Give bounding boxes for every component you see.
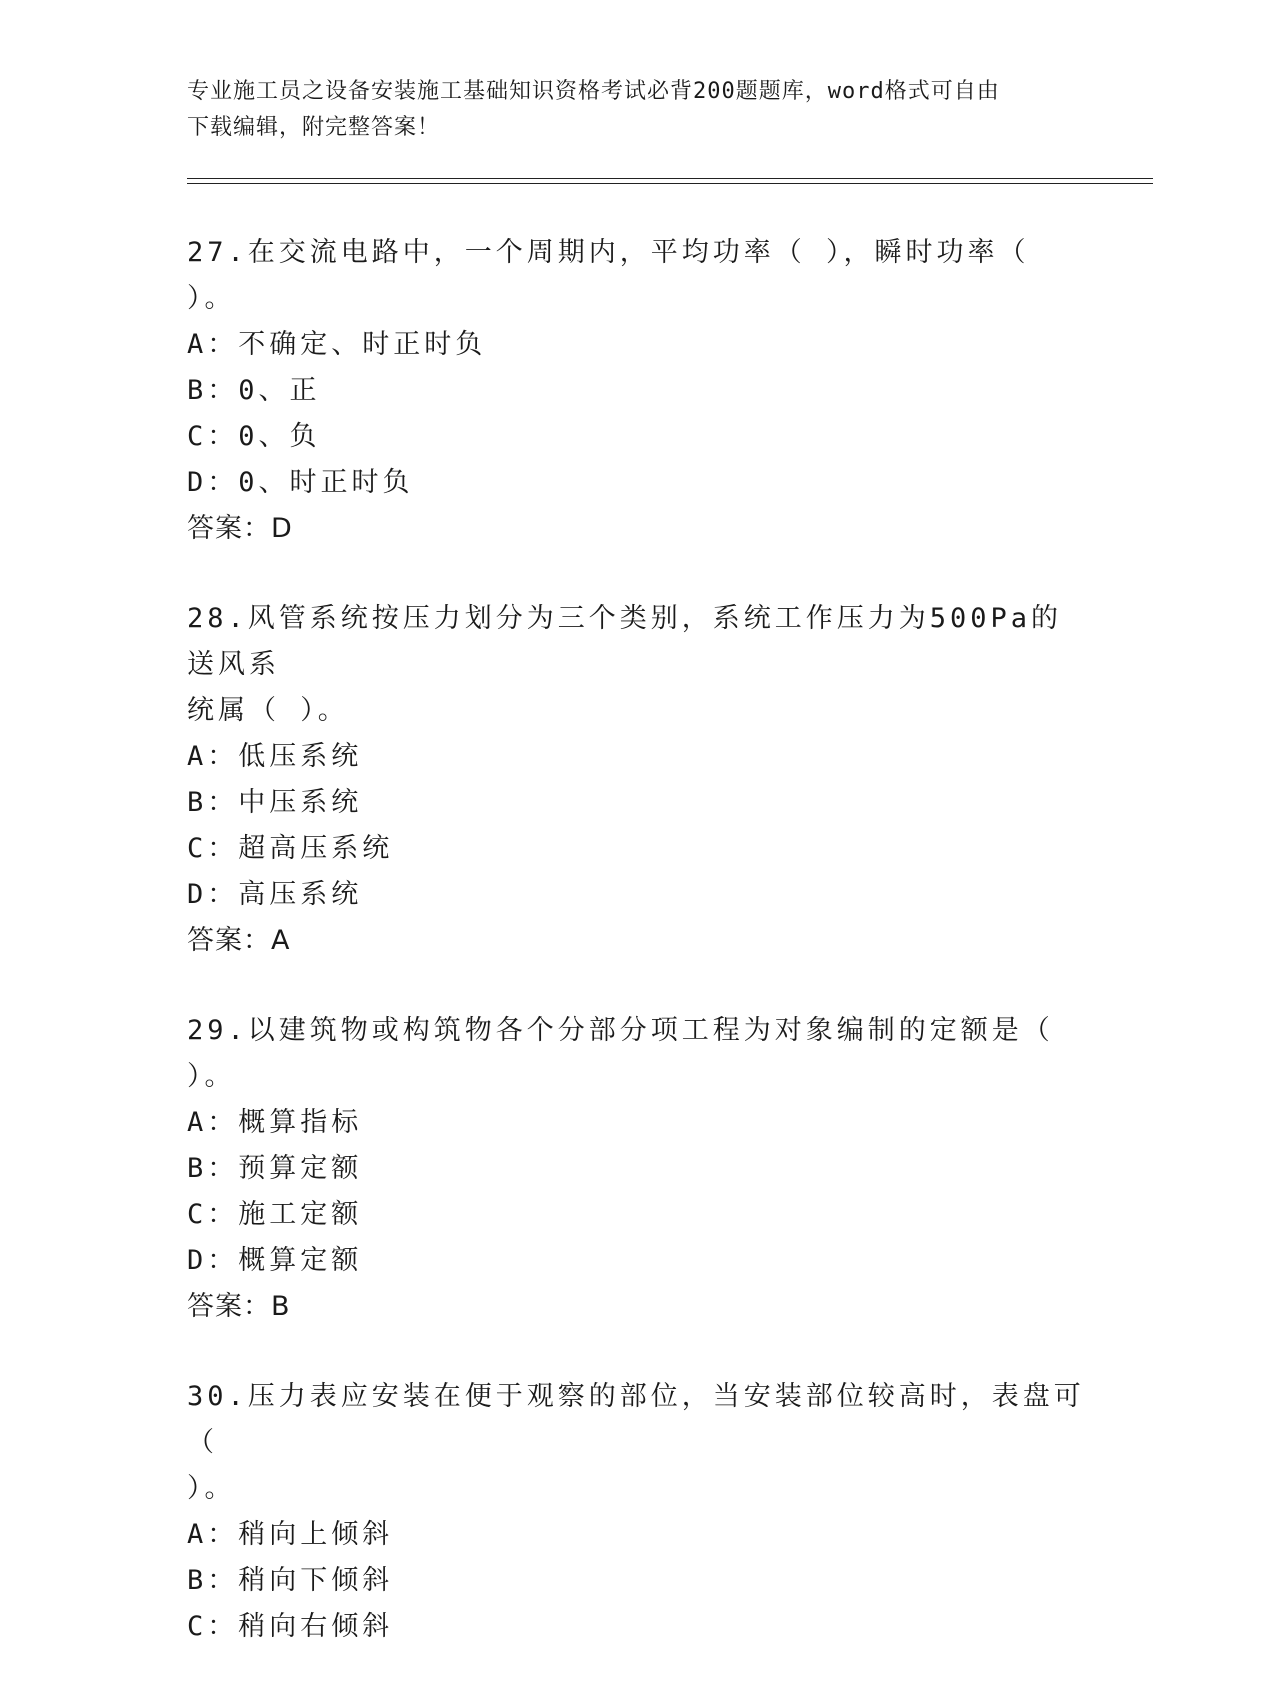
header-divider-top	[187, 178, 1153, 179]
option-b: B：预算定额	[187, 1153, 363, 1184]
question-text: 29.以建筑物或构筑物各个分部分项工程为对象编制的定额是（ ）。	[187, 1015, 1054, 1092]
question-30	[187, 1374, 1087, 1650]
option-c: C：0、负	[187, 421, 321, 452]
option-c: C：稍向右倾斜	[187, 1611, 394, 1642]
question-list	[187, 230, 1087, 1694]
option-d: D：概算定额	[187, 1245, 363, 1276]
option-a: A：低压系统	[187, 741, 363, 772]
option-b: B：0、正	[187, 375, 321, 406]
document-header	[187, 74, 1067, 146]
option-d: D：高压系统	[187, 879, 363, 910]
question-text: 30.压力表应安装在便于观察的部位，当安装部位较高时，表盘可（	[187, 1381, 1085, 1458]
header-divider-bottom	[187, 183, 1153, 184]
answer-label: 答案：A	[187, 925, 291, 956]
option-c: C：超高压系统	[187, 833, 394, 864]
header-line-2: 下载编辑，附完整答案！	[187, 115, 441, 140]
option-a: A：概算指标	[187, 1107, 363, 1138]
question-text: 28.风管系统按压力划分为三个类别，系统工作压力为500Pa的送风系	[187, 603, 1063, 680]
answer-label: 答案：B	[187, 1291, 291, 1322]
option-c: C：施工定额	[187, 1199, 363, 1230]
question-28	[187, 596, 1087, 964]
answer-label: 答案：D	[187, 513, 293, 544]
option-a: A：不确定、时正时负	[187, 329, 487, 360]
option-a: A：稍向上倾斜	[187, 1519, 394, 1550]
question-29	[187, 1008, 1087, 1330]
header-line-1: 专业施工员之设备安装施工基础知识资格考试必背200题题库，word格式可自由	[187, 79, 1000, 104]
question-text-continued: ）。	[187, 1473, 236, 1504]
option-b: B：稍向下倾斜	[187, 1565, 394, 1596]
question-27	[187, 230, 1087, 552]
question-text-continued: 统属（ ）。	[187, 695, 349, 726]
option-d: D：0、时正时负	[187, 467, 414, 498]
question-text: 27.在交流电路中，一个周期内，平均功率（ ），瞬时功率（ ）。	[187, 237, 1030, 314]
option-b: B：中压系统	[187, 787, 363, 818]
